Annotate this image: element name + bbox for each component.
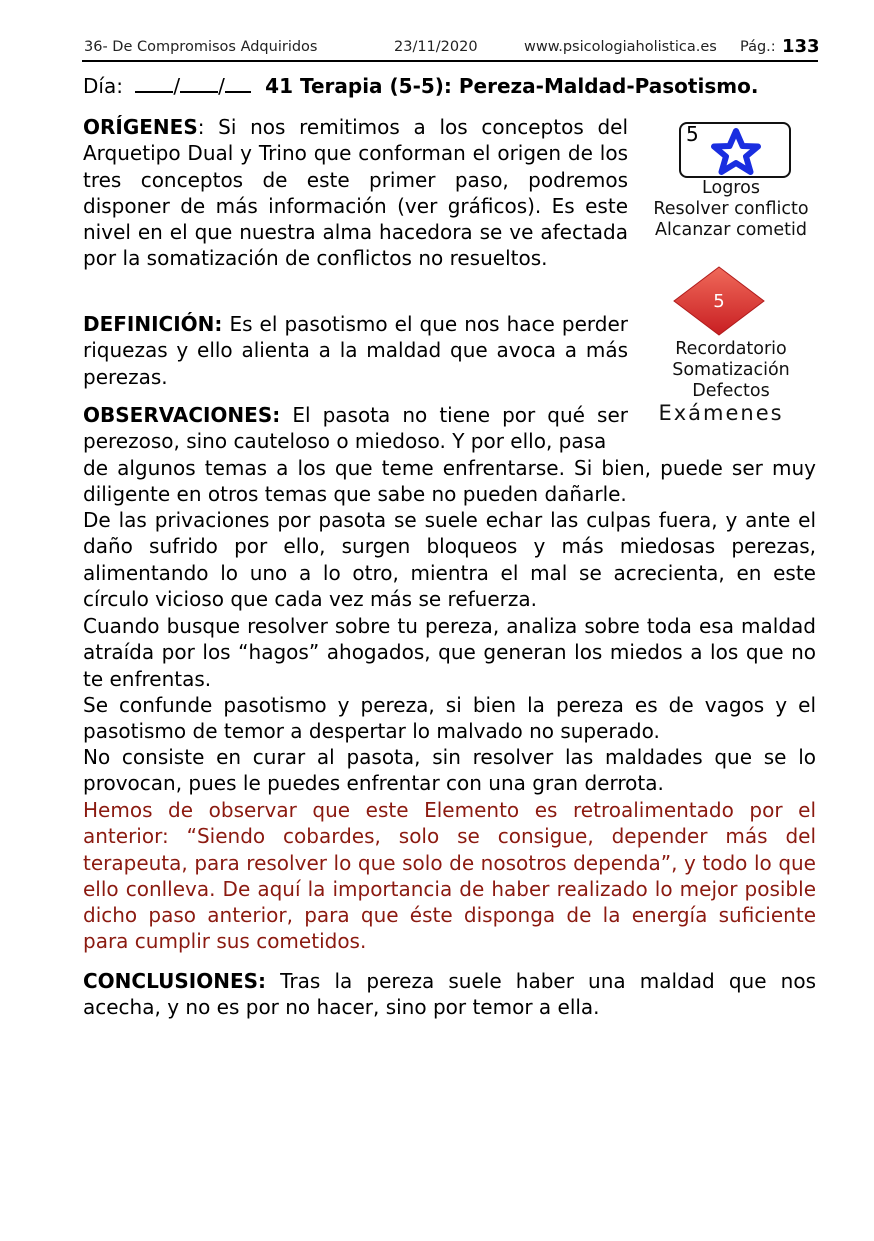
conclusiones-paragraph	[83, 968, 816, 1021]
header-date: 23/11/2020	[394, 39, 478, 55]
origenes-label: ORÍGENES	[83, 115, 198, 139]
diamond-icon	[672, 265, 766, 337]
date-separator: /	[173, 74, 181, 98]
diamond-caption-exams: Exámenes	[658, 401, 784, 425]
star-graphic-number: 5	[686, 122, 699, 146]
date-separator: /	[218, 74, 225, 98]
star-graphic-caption	[626, 178, 836, 241]
month-blank[interactable]	[180, 75, 218, 93]
year-blank[interactable]	[225, 75, 251, 93]
diamond-graphic-caption	[626, 339, 836, 402]
diamond-graphic-number: 5	[713, 291, 725, 312]
conclusiones-label: CONCLUSIONES:	[83, 969, 267, 993]
observaciones-continuation: de algunos temas a los que teme enfrentarse. Si bien, puede ser muy diligente en otros temas que sabe no pueden dañarle.	[83, 456, 816, 507]
observaciones-paragraph-3: Cuando busque resolver sobre tu pereza, analiza sobre toda esa maldad atraída por los “hagos” ahogados, que generan los miedos a los que no te enfrentas.	[83, 614, 816, 691]
day-title-line	[83, 74, 758, 98]
star-caption-line: Logros	[702, 178, 760, 198]
observaciones-paragraph-4: Se confunde pasotismo y pereza, si bien la pereza es de vagos y el pasotismo de temor a despertar lo malvado no superado.	[83, 693, 816, 744]
observaciones-paragraph-2: De las privaciones por pasota se suele echar las culpas fuera, y ante el daño sufrido por ello, surgen bloqueos y más miedosas perezas, alimentando lo uno a lo otro, mientra el mal se acrecienta, en este círculo vicioso que cada vez más se refuerza.	[83, 508, 816, 611]
star-icon	[707, 128, 765, 176]
origenes-text: : Si nos remitimos a los conceptos del Arquetipo Dual y Trino que conforman el origen de los tres conceptos de este primer paso, podremos disponer de más información (ver gráficos). Es este nivel en el que nuestra alma hacedora se ve afectada por la somatización de conflictos no resueltos.	[83, 115, 628, 271]
star-graphic-card	[679, 122, 791, 178]
definicion-label: DEFINICIÓN:	[83, 312, 223, 336]
diamond-caption-line: Recordatorio	[675, 339, 787, 359]
observaciones-highlight-paragraph: Hemos de observar que este Elemento es retroalimentado por el anterior: “Siendo cobardes, solo se consigue, depender más del terapeuta, para resolver lo que solo de nosotros dependa”, y todo lo que ello conlleva. De aquí la importancia de haber realizado lo mejor posible dicho paso anterior, para que éste disponga de la energía suficiente para cumplir sus cometidos.	[83, 798, 816, 954]
definicion-paragraph	[83, 311, 628, 390]
star-caption-line: Resolver conflicto	[653, 199, 809, 219]
header-page-label: Pág.:	[740, 39, 776, 55]
observaciones-label: OBSERVACIONES:	[83, 403, 281, 427]
origenes-paragraph	[83, 114, 628, 272]
page-header	[82, 36, 818, 62]
header-page-number: 133	[782, 36, 820, 57]
day-blank[interactable]	[135, 75, 173, 93]
observaciones-paragraph-5: No consiste en curar al pasota, sin resolver las maldades que se lo provocan, pues le puedes enfrentar con una gran derrota.	[83, 745, 816, 796]
header-title: 36- De Compromisos Adquiridos	[84, 39, 318, 55]
observaciones-paragraph	[83, 402, 628, 455]
diamond-caption-line: Somatización	[672, 360, 790, 380]
star-caption-line: Alcanzar cometid	[655, 220, 807, 240]
definicion-text: Es el pasotismo el que nos hace perder riquezas y ello alienta a la maldad que avoca a más perezas.	[83, 312, 628, 389]
diamond-caption-line: Defectos	[692, 381, 770, 401]
session-title: 41 Terapia (5-5): Pereza-Maldad-Pasotismo.	[265, 74, 759, 98]
day-label: Día:	[83, 74, 123, 98]
observaciones-text: El pasota no tiene por qué ser perezoso, sino cauteloso o miedoso. Y por ello, pasa	[83, 403, 628, 454]
conclusiones-text: Tras la pereza suele haber una maldad que nos acecha, y no es por no hacer, sino por temor a ella.	[83, 969, 816, 1020]
header-website: www.psicologiaholistica.es	[524, 39, 717, 55]
